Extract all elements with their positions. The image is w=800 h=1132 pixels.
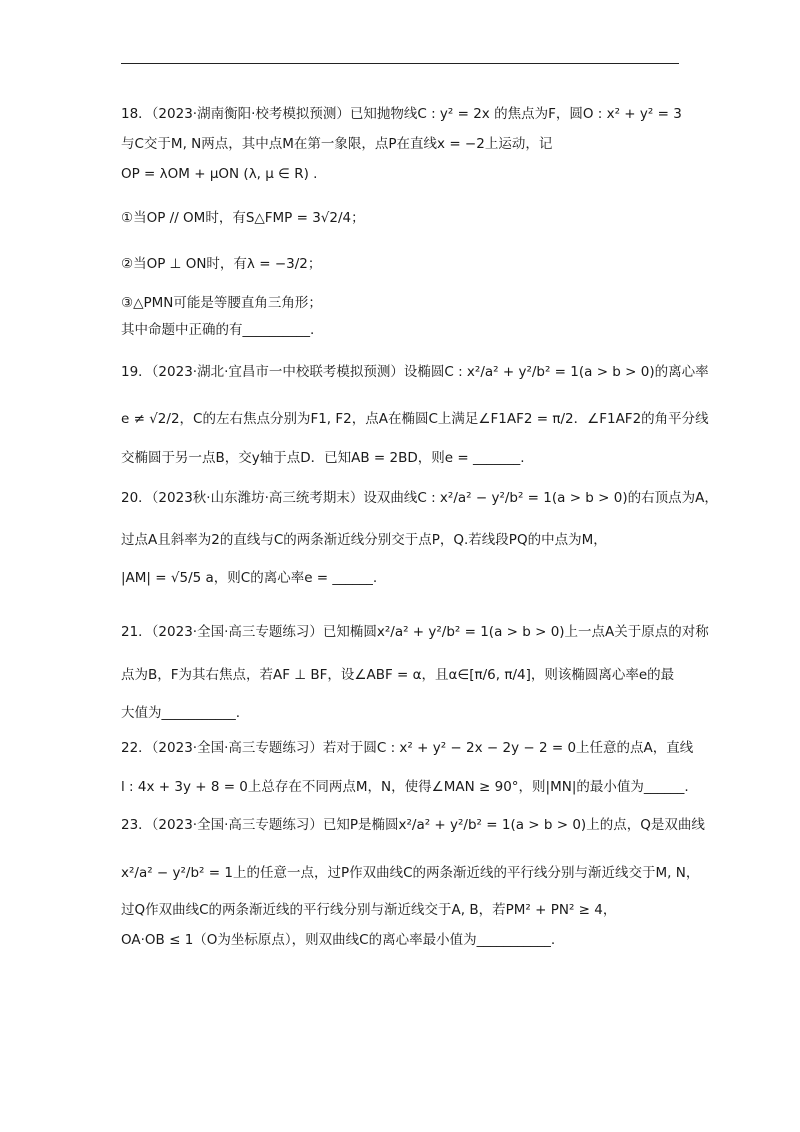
problem-22-line-2: l : 4x + 3y + 8 = 0上总存在不同两点M，N，使得∠MAN ≥ 90°，则|MN|的最小值为______. — [121, 779, 689, 795]
problem-18-line-7: 其中命题中正确的有__________. — [121, 322, 315, 338]
problem-18-line-1: 18．（2023·湖南衡阳·校考模拟预测）已知抛物线C : y² = 2x 的焦点为F，圆O : x² + y² = 3 — [121, 106, 682, 122]
problem-20-line-3: |AM| = √5/5 a，则C的离心率e = ______. — [121, 570, 378, 586]
problem-21-line-1: 21．（2023·全国·高三专题练习）已知椭圆x²/a² + y²/b² = 1(a > b > 0)上一点A关于原点的对称 — [121, 624, 709, 640]
problem-23-line-4: OA·OB ≤ 1（O为坐标原点），则双曲线C的离心率最小值为___________. — [121, 932, 556, 948]
problem-18-line-5: ②当OP ⊥ ON时，有λ = −3/2； — [121, 256, 322, 272]
problem-23-line-1: 23．（2023·全国·高三专题练习）已知P是椭圆x²/a² + y²/b² = 1(a > b > 0)上的点，Q是双曲线 — [121, 817, 705, 833]
problem-20-line-2: 过点A且斜率为2的直线与C的两条渐近线分别交于点P，Q.若线段PQ的中点为M， — [121, 532, 607, 548]
problem-19-line-1: 19．（2023·湖北·宜昌市一中校联考模拟预测）设椭圆C : x²/a² + y²/b² = 1(a > b > 0)的离心率 — [121, 364, 709, 380]
problem-21-line-3: 大值为___________. — [121, 705, 241, 721]
problem-22-line-1: 22．（2023·全国·高三专题练习）若对于圆C : x² + y² − 2x − 2y − 2 = 0上任意的点A，直线 — [121, 740, 694, 756]
problem-21-line-2: 点为B，F为其右焦点，若AF ⊥ BF，设∠ABF = α，且α∈[π/6, π/4]，则该椭圆离心率e的最 — [121, 667, 675, 683]
problem-18-line-4: ①当OP // OM时，有S△FMP = 3√2/4； — [121, 210, 365, 226]
problem-19-line-3: 交椭圆于另一点B，交y轴于点D．已知AB = 2BD，则e = _______. — [121, 450, 525, 466]
problem-18-line-2: 与C交于M, N两点，其中点M在第一象限，点P在直线x = −2上运动，记 — [121, 136, 553, 152]
problem-19-line-2: e ≠ √2/2，C的左右焦点分别为F1, F2，点A在椭圆C上满足∠F1AF2 = π/2．∠F1AF2的角平分线 — [121, 411, 709, 427]
problem-23-line-3: 过Q作双曲线C的两条渐近线的平行线分别与渐近线交于A, B，若PM² + PN² ≥ 4， — [121, 902, 617, 918]
problem-18-line-3: OP = λOM + μON (λ, μ ∈ R) . — [121, 166, 318, 182]
problem-20-line-1: 20．（2023秋·山东潍坊·高三统考期末）设双曲线C : x²/a² − y²/b² = 1(a > b > 0)的右顶点为A， — [121, 490, 718, 506]
header-rule — [121, 63, 679, 64]
problem-18-line-6: ③△PMN可能是等腰直角三角形； — [121, 295, 322, 311]
problem-23-line-2: x²/a² − y²/b² = 1上的任意一点，过P作双曲线C的两条渐近线的平行线分别与渐近线交于M, N， — [121, 865, 700, 881]
